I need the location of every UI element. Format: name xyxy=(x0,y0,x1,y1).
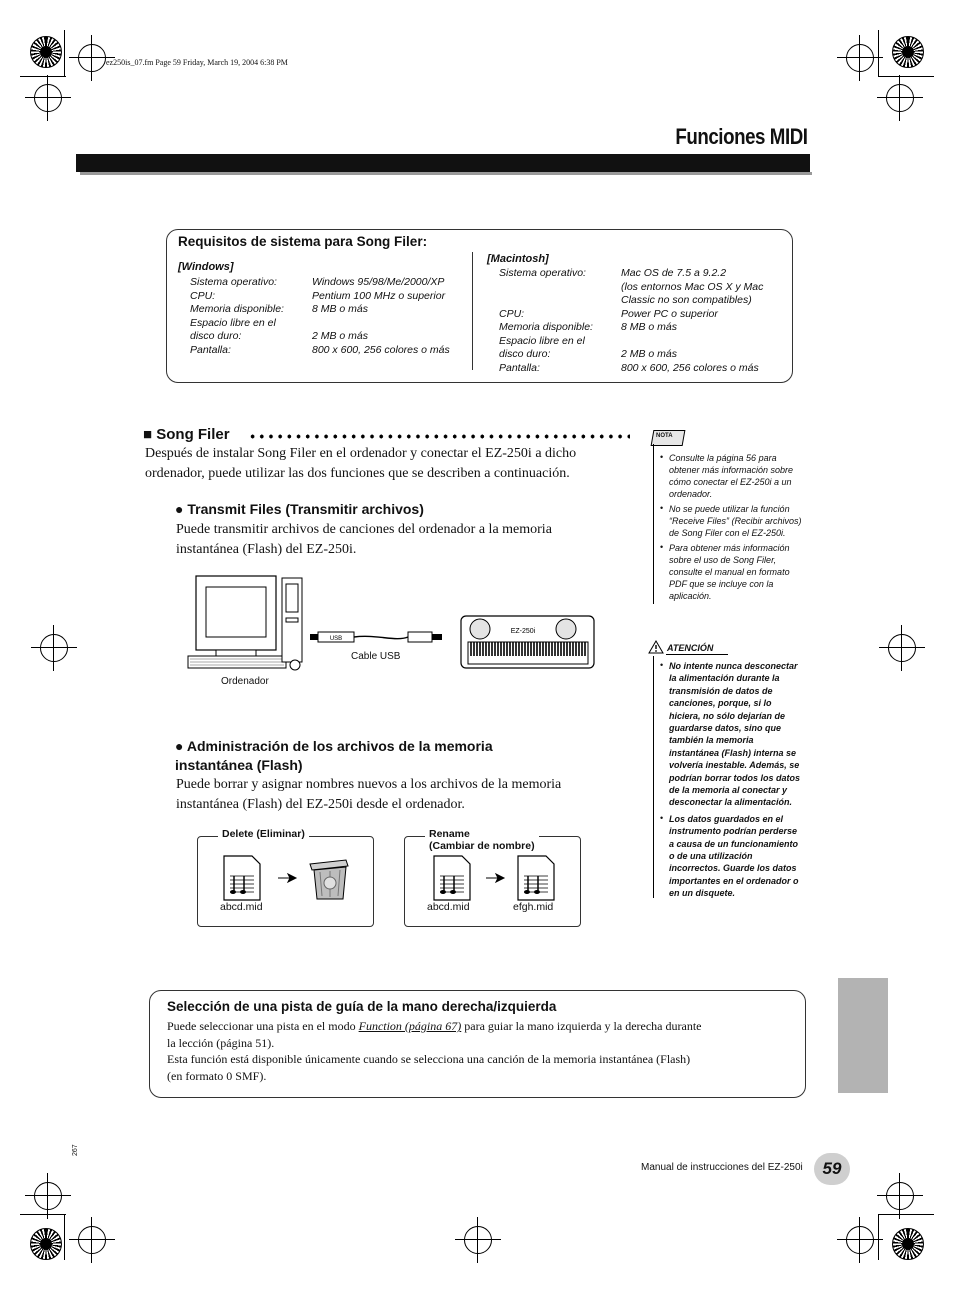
bullet-icon: • xyxy=(660,812,664,823)
crop-mark xyxy=(878,30,879,76)
transmit-heading xyxy=(175,501,424,517)
arrow-right-icon xyxy=(278,874,296,882)
requirement-value: Windows 95/98/Me/2000/XP xyxy=(312,276,445,288)
rename-diagram xyxy=(432,852,562,902)
requirement-value: Classic no son compatibles) xyxy=(621,294,752,306)
mac-heading: [Macintosh] xyxy=(487,253,549,265)
crosshair-icon xyxy=(78,1226,106,1254)
guide-line xyxy=(167,1018,701,1035)
crop-mark xyxy=(878,1214,879,1260)
note-line: “Receive Files” (Recibir archivos) xyxy=(669,516,802,526)
transmit-line: Puede transmitir archivos de canciones del ordenador a la memoria xyxy=(176,522,552,537)
requirement-label: disco duro: xyxy=(190,330,242,342)
crosshair-icon xyxy=(40,634,68,662)
bullet-icon: • xyxy=(660,503,664,513)
cable-label: Cable USB xyxy=(351,651,401,662)
crosshair-icon xyxy=(34,1182,62,1210)
atencion-underline xyxy=(666,654,728,655)
note-line: también la memoria xyxy=(669,735,754,746)
note-line: importantes en el ordenador o xyxy=(669,875,799,886)
delete-file-label: abcd.mid xyxy=(220,901,263,913)
note-line: sobre el uso de Song Filer, xyxy=(669,555,777,565)
rename-title-line: Rename xyxy=(429,828,470,840)
delete-diagram xyxy=(222,852,352,902)
note-line: No se puede utilizar la función xyxy=(669,504,790,514)
requirements-divider xyxy=(472,252,473,370)
requirement-label: CPU: xyxy=(190,289,216,302)
requirement-value: 2 MB o más xyxy=(621,348,678,360)
requirement-label: Espacio libre en el xyxy=(190,316,276,329)
crosshair-icon xyxy=(464,1226,492,1254)
computer-label: Ordenador xyxy=(221,676,269,687)
bullet-icon: ● xyxy=(175,501,184,517)
requirement-label: Espacio libre en el xyxy=(499,334,585,347)
section-heading xyxy=(143,426,230,443)
guide-line: la lección (página 51). xyxy=(167,1035,275,1050)
dotted-leader xyxy=(248,434,630,439)
footer-manual: Manual de instrucciones del EZ-250i xyxy=(641,1162,803,1173)
note-line: volvería inestable. Además, se xyxy=(669,760,800,771)
section-marker: ■ xyxy=(143,426,153,443)
computer-icon xyxy=(188,576,302,670)
requirement-value: (los entornos Mac OS X y Mac xyxy=(621,280,764,293)
note-line: cómo conectar el EZ-250i a un xyxy=(669,477,792,487)
music-file-icon xyxy=(224,856,260,900)
side-code: 267 xyxy=(72,1144,79,1156)
guide-text: para guiar la mano izquierda y la derecha durante xyxy=(461,1019,702,1033)
chapter-tab xyxy=(838,978,888,1093)
note-line: Para obtener más información xyxy=(669,543,790,553)
bullet-icon: • xyxy=(660,542,664,552)
keyboard-label: EZ-250i xyxy=(510,628,536,635)
requirement-value: 2 MB o más xyxy=(312,330,369,342)
requirement-label: Memoria disponible: xyxy=(190,303,284,315)
rename-file-to: efgh.mid xyxy=(513,901,554,913)
function-link[interactable]: Function (página 67) xyxy=(358,1019,462,1033)
windows-heading: [Windows] xyxy=(178,261,234,273)
bullet-icon: • xyxy=(660,452,664,462)
guide-text: Puede seleccionar una pista en el modo xyxy=(167,1019,359,1033)
registration-wheel-icon xyxy=(892,1228,924,1260)
trash-can-icon xyxy=(310,860,348,899)
note-line: PDF que se incluye con la xyxy=(669,579,774,589)
crosshair-icon xyxy=(78,44,106,72)
admin-title-line: instantánea (Flash) xyxy=(175,757,303,773)
section-title: Song Filer xyxy=(156,426,230,443)
crosshair-icon xyxy=(888,634,916,662)
crosshair-icon xyxy=(886,1182,914,1210)
crop-mark xyxy=(20,76,66,77)
note-line: aplicación. xyxy=(669,591,712,601)
music-file-icon xyxy=(434,856,470,900)
note-line: No intente nunca desconectar xyxy=(669,661,798,671)
note-line: desconectar la alimentación. xyxy=(669,797,793,808)
crosshair-icon xyxy=(846,44,874,72)
requirement-value: 8 MB o más xyxy=(312,303,369,315)
crop-mark xyxy=(878,76,934,77)
requirement-value: Power PC o superior xyxy=(621,307,718,320)
note-line: ordenador. xyxy=(669,489,713,499)
rename-title-line: (Cambiar de nombre) xyxy=(429,840,535,852)
registration-wheel-icon xyxy=(892,36,924,68)
crosshair-icon xyxy=(886,84,914,112)
note-line: incorrectos. Guarde los datos xyxy=(669,863,797,874)
admin-heading xyxy=(175,737,493,775)
registration-wheel-icon xyxy=(30,1228,62,1260)
transmit-title: Transmit Files (Transmitir archivos) xyxy=(187,501,424,517)
guide-paragraph xyxy=(167,1018,701,1084)
requirement-label: Memoria disponible: xyxy=(499,321,593,333)
requirement-value: 800 x 600, 256 colores o más xyxy=(312,343,450,356)
page-title: Funciones MIDI xyxy=(675,124,808,149)
atencion-label: ATENCIÓN xyxy=(667,643,714,653)
note-line: instrumento podrían perderse xyxy=(669,826,798,837)
rename-box-title xyxy=(425,828,539,852)
requirement-label: disco duro: xyxy=(499,348,551,360)
header-bar-shadow xyxy=(80,172,812,175)
requirement-value: 8 MB o más xyxy=(621,321,678,333)
requirement-value: 800 x 600, 256 colores o más xyxy=(621,361,759,374)
note-line: canciones, porque, si lo xyxy=(669,698,772,709)
note-line: guardarse datos, sino que xyxy=(669,723,782,733)
bullet-icon: • xyxy=(660,660,664,670)
transmit-paragraph xyxy=(176,520,552,560)
note-line: en un disquete. xyxy=(669,888,736,899)
crop-mark xyxy=(64,1214,65,1260)
note-line: de la memoria al conectar y xyxy=(669,785,788,795)
guide-title: Selección de una pista de guía de la mano derecha/izquierda xyxy=(167,999,557,1014)
admin-line: instantánea (Flash) del EZ-250i desde el ordenador. xyxy=(176,797,465,812)
note-line: Consulte la página 56 para xyxy=(669,453,777,463)
nota-label: NOTA xyxy=(656,433,673,439)
crop-mark xyxy=(878,1214,934,1215)
requirement-label: Pantalla: xyxy=(190,343,231,356)
bullet-icon: ● xyxy=(175,738,184,754)
rename-file-from: abcd.mid xyxy=(427,901,470,913)
header-bar xyxy=(76,154,810,172)
requirement-label: Sistema operativo: xyxy=(190,276,277,288)
requirement-label: CPU: xyxy=(499,307,525,320)
requirements-title: Requisitos de sistema para Song Filer: xyxy=(178,234,428,249)
atencion-rule xyxy=(653,656,654,898)
requirement-label: Sistema operativo: xyxy=(499,267,586,279)
music-file-icon xyxy=(518,856,554,900)
requirement-label: Pantalla: xyxy=(499,361,540,374)
intro-paragraph xyxy=(145,444,576,484)
note-line: Los datos guardados en el xyxy=(669,813,784,824)
note-line: la alimentación durante la xyxy=(669,673,780,684)
registration-wheel-icon xyxy=(30,36,62,68)
page-number: 59 xyxy=(814,1153,850,1185)
crosshair-icon xyxy=(34,84,62,112)
note-line: obtener más información sobre xyxy=(669,465,794,475)
intro-line: Después de instalar Song Filer en el ordenador y conectar el EZ-250i a dicho xyxy=(145,446,577,461)
note-line: podrían borrar todos los datos xyxy=(669,772,801,783)
note-line: consulte el manual en formato xyxy=(669,567,790,577)
usb-text: USB xyxy=(329,636,343,642)
arrow-right-icon xyxy=(486,874,504,882)
keyboard-icon xyxy=(461,616,594,668)
delete-box-title: Delete (Eliminar) xyxy=(218,828,309,840)
requirement-value: Mac OS de 7.5 a 9.2.2 xyxy=(621,267,727,279)
intro-line: ordenador, puede utilizar las dos funciones que se describen a continuación. xyxy=(145,466,570,481)
note-line: transmisión de datos de xyxy=(669,685,773,696)
admin-title-line: Administración de los archivos de la memoria xyxy=(186,738,493,754)
guide-line: (en formato 0 SMF). xyxy=(167,1068,267,1083)
requirement-value: Pentium 100 MHz o superior xyxy=(312,289,446,302)
note-line: de Song Filer con el EZ-250i. xyxy=(669,528,786,538)
guide-line: Esta función está disponible únicamente cuando se selecciona una canción de la memoria instantánea (Flash) xyxy=(167,1052,691,1066)
admin-line: Puede borrar y asignar nombres nuevos a los archivos de la memoria xyxy=(176,777,562,792)
crop-mark xyxy=(20,1214,66,1215)
nota-rule xyxy=(653,444,654,604)
warning-triangle-icon xyxy=(648,640,664,654)
crop-mark xyxy=(64,30,65,76)
crosshair-icon xyxy=(846,1226,874,1254)
transmit-line: instantánea (Flash) del EZ-250i. xyxy=(176,542,357,557)
admin-paragraph xyxy=(176,775,561,815)
note-line: instantánea (Flash) interna se xyxy=(669,747,797,758)
note-line: o de una utilización xyxy=(669,851,753,861)
note-line: hiciera, no sólo dejarían de xyxy=(669,710,786,721)
print-header: ez250is_07.fm Page 59 Friday, March 19, 2004 6:38 PM xyxy=(106,58,288,67)
note-line: a causa de un funcionamiento xyxy=(669,838,799,849)
